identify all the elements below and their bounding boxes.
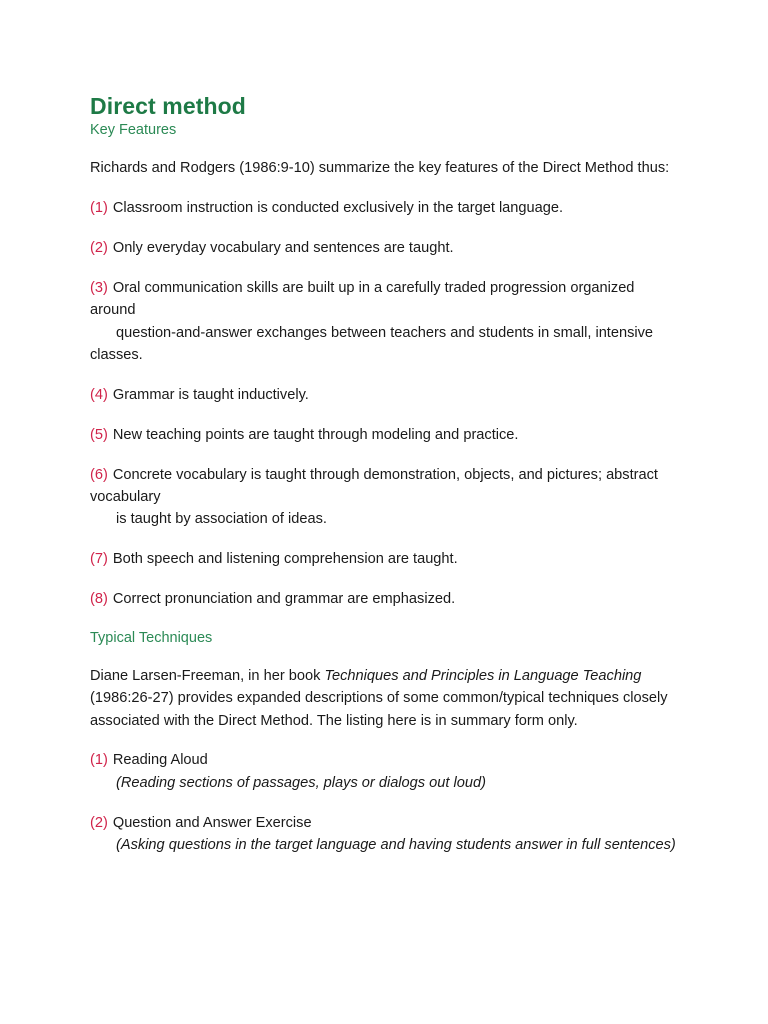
feature-number: (1) <box>90 199 108 216</box>
book-title: Techniques and Principles in Language Teaching <box>324 667 642 684</box>
feature-item-8 <box>90 588 680 610</box>
feature-text-continued: question-and-answer exchanges between teachers and students in small, intensive classes. <box>90 324 654 363</box>
technique-description: (Reading sections of passages, plays or dialogs out loud) <box>116 774 486 791</box>
feature-item-5 <box>90 424 680 446</box>
technique-number: (1) <box>90 752 108 769</box>
technique-label: Question and Answer Exercise <box>112 814 312 831</box>
feature-text: Only everyday vocabulary and sentences are taught. <box>112 239 454 256</box>
feature-number: (3) <box>90 279 108 296</box>
feature-text: Correct pronunciation and grammar are emphasized. <box>112 591 456 608</box>
feature-number: (7) <box>90 551 108 568</box>
feature-item-4 <box>90 384 680 406</box>
feature-text: Oral communication skills are built up in a carefully traded progression organized around <box>90 279 635 319</box>
feature-text-continued: is taught by association of ideas. <box>116 511 327 528</box>
technique-label: Reading Aloud <box>112 752 208 769</box>
feature-item-2 <box>90 237 680 259</box>
technique-description: (Asking questions in the target language and having students answer in full sentences) <box>116 837 676 854</box>
feature-number: (8) <box>90 591 108 608</box>
technique-item-1 <box>90 749 680 794</box>
feature-number: (5) <box>90 426 108 443</box>
technique-number: (2) <box>90 814 108 831</box>
feature-number: (4) <box>90 386 108 403</box>
feature-number: (6) <box>90 466 108 483</box>
feature-item-6 <box>90 464 680 531</box>
feature-item-7 <box>90 548 680 570</box>
page-title: Direct method <box>90 93 246 119</box>
feature-number: (2) <box>90 239 108 256</box>
feature-text: New teaching points are taught through modeling and practice. <box>112 426 519 443</box>
document-content <box>90 92 680 857</box>
feature-item-3 <box>90 277 680 367</box>
feature-text: Classroom instruction is conducted exclusively in the target language. <box>112 199 564 216</box>
techniques-intro-end: (1986:26-27) provides expanded descriptions of some common/typical techniques closely associated with the Direct Method. The listing here is in summary form only. <box>90 690 668 729</box>
techniques-intro-start: Diane Larsen-Freeman, in her book <box>90 667 325 684</box>
techniques-intro <box>90 665 680 732</box>
key-features-intro: Richards and Rodgers (1986:9-10) summarize the key features of the Direct Method thus: <box>90 160 670 176</box>
feature-text: Concrete vocabulary is taught through demonstration, objects, and pictures; abstract vocabulary <box>90 466 658 506</box>
feature-item-1 <box>90 197 680 219</box>
feature-text: Grammar is taught inductively. <box>112 386 309 403</box>
technique-item-2 <box>90 812 680 857</box>
key-features-heading: Key Features <box>90 122 177 138</box>
feature-text: Both speech and listening comprehension are taught. <box>112 551 458 568</box>
typical-techniques-heading: Typical Techniques <box>90 629 213 646</box>
